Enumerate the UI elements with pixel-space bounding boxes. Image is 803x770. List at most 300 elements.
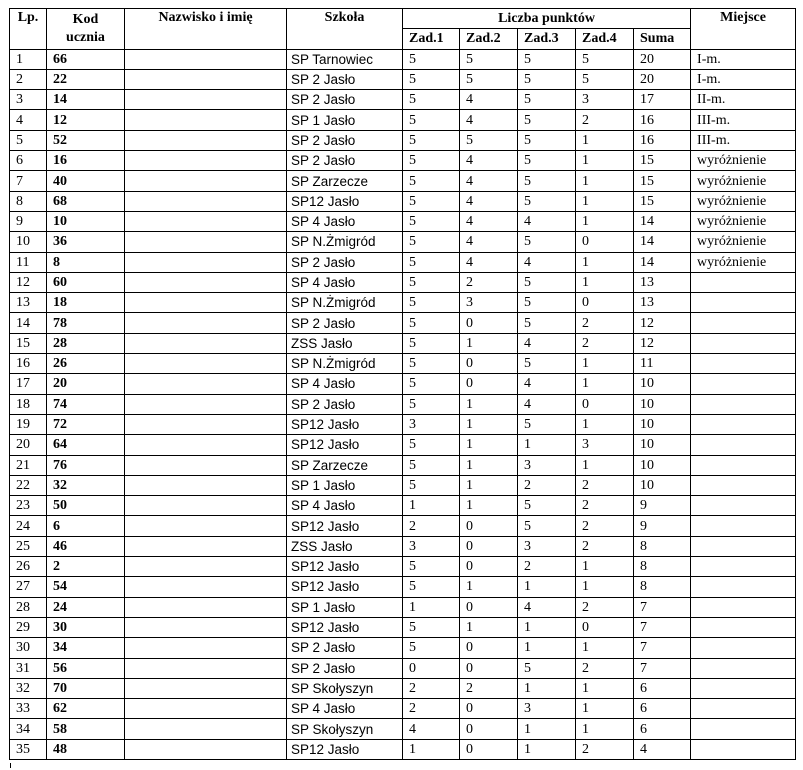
cell-zad3: 5 [518,49,576,69]
cell-zad4: 1 [576,211,634,231]
cell-name [125,293,287,313]
cell-zad3: 5 [518,354,576,374]
cell-zad1: 5 [403,191,460,211]
cell-zad2: 5 [460,69,518,89]
table-header [10,9,796,50]
cell-zad3: 3 [518,699,576,719]
cell-name [125,171,287,191]
table-row [10,69,796,89]
cell-zad1: 5 [403,293,460,313]
cell-zad3: 3 [518,455,576,475]
table-row [10,455,796,475]
cell-kod: 78 [47,313,125,333]
cell-zad4: 3 [576,90,634,110]
cell-zad4: 2 [576,516,634,536]
cell-zad4: 2 [576,333,634,353]
cell-zad2: 0 [460,374,518,394]
cell-zad3: 4 [518,333,576,353]
cell-miejsce [691,394,796,414]
cell-suma: 7 [634,617,691,637]
cell-miejsce: I-m. [691,69,796,89]
cell-lp: 1 [10,49,47,69]
cell-zad2: 0 [460,354,518,374]
cell-kod: 48 [47,739,125,759]
results-table [9,8,796,760]
cell-zad4: 2 [576,110,634,130]
cell-zad2: 0 [460,313,518,333]
cell-suma: 14 [634,252,691,272]
cell-miejsce [691,699,796,719]
cell-lp: 35 [10,739,47,759]
cell-name [125,374,287,394]
cell-zad2: 1 [460,496,518,516]
header-zad1: Zad.1 [403,29,460,49]
cell-zad4: 1 [576,354,634,374]
table-row [10,617,796,637]
cell-zad4: 1 [576,130,634,150]
cell-school: SP Tarnowiec [287,49,403,69]
cell-zad3: 5 [518,658,576,678]
header-liczba-punktow: Liczba punktów [403,9,691,29]
cell-kod: 2 [47,557,125,577]
cell-zad3: 4 [518,211,576,231]
cell-school: SP 4 Jasło [287,374,403,394]
cell-miejsce [691,455,796,475]
table-row [10,232,796,252]
cell-lp: 11 [10,252,47,272]
cell-kod: 74 [47,394,125,414]
cell-lp: 10 [10,232,47,252]
cell-lp: 31 [10,658,47,678]
cell-zad2: 0 [460,536,518,556]
cell-zad1: 3 [403,414,460,434]
cell-miejsce [691,435,796,455]
cell-kod: 20 [47,374,125,394]
cell-suma: 16 [634,130,691,150]
table-row [10,678,796,698]
cell-miejsce [691,313,796,333]
cell-zad4: 2 [576,658,634,678]
cell-zad2: 0 [460,557,518,577]
cell-school: SP12 Jasło [287,191,403,211]
cell-lp: 14 [10,313,47,333]
cell-school: SP 2 Jasło [287,394,403,414]
cell-zad4: 1 [576,678,634,698]
cell-name [125,90,287,110]
cell-school: SP12 Jasło [287,435,403,455]
table-row [10,414,796,434]
cell-kod: 34 [47,638,125,658]
cell-miejsce [691,475,796,495]
cell-name [125,313,287,333]
cell-miejsce: I-m. [691,49,796,69]
cell-miejsce [691,293,796,313]
cell-kod: 16 [47,151,125,171]
cell-zad1: 5 [403,374,460,394]
cell-lp: 12 [10,272,47,292]
table-row [10,719,796,739]
cell-miejsce [691,638,796,658]
cell-zad1: 5 [403,313,460,333]
table-row [10,374,796,394]
cell-lp: 34 [10,719,47,739]
table-row [10,191,796,211]
cell-lp: 20 [10,435,47,455]
cell-lp: 23 [10,496,47,516]
cell-miejsce [691,617,796,637]
cell-school: SP 2 Jasło [287,90,403,110]
cell-school: SP Skołyszyn [287,719,403,739]
cell-zad1: 5 [403,435,460,455]
cell-zad1: 5 [403,252,460,272]
header-kod [47,9,125,50]
cell-zad3: 2 [518,475,576,495]
cell-suma: 15 [634,171,691,191]
cell-kod: 8 [47,252,125,272]
cell-name [125,49,287,69]
cell-zad2: 1 [460,617,518,637]
cell-school: SP N.Żmigród [287,232,403,252]
cell-zad1: 1 [403,496,460,516]
cell-kod: 10 [47,211,125,231]
header-szkola: Szkoła [287,9,403,50]
cell-school: SP 1 Jasło [287,597,403,617]
cell-zad1: 5 [403,272,460,292]
table-row [10,699,796,719]
table-row [10,151,796,171]
cell-suma: 9 [634,496,691,516]
cell-name [125,577,287,597]
cell-suma: 7 [634,658,691,678]
cell-zad4: 1 [576,699,634,719]
cell-suma: 7 [634,597,691,617]
cell-lp: 15 [10,333,47,353]
cell-zad1: 5 [403,455,460,475]
cell-zad1: 5 [403,354,460,374]
table-body [10,49,796,759]
cell-miejsce: wyróżnienie [691,171,796,191]
cell-lp: 22 [10,475,47,495]
table-row [10,272,796,292]
cell-zad3: 5 [518,130,576,150]
cell-name [125,719,287,739]
cell-school: SP Zarzecze [287,455,403,475]
cell-miejsce [691,597,796,617]
cell-lp: 24 [10,516,47,536]
cell-suma: 13 [634,272,691,292]
cell-lp: 7 [10,171,47,191]
cell-school: SP12 Jasło [287,739,403,759]
cell-name [125,557,287,577]
cell-zad1: 5 [403,171,460,191]
cell-name [125,272,287,292]
cell-school: SP 4 Jasło [287,211,403,231]
cell-zad3: 1 [518,638,576,658]
table-row [10,252,796,272]
cell-lp: 30 [10,638,47,658]
cell-zad4: 1 [576,557,634,577]
cell-school: SP 2 Jasło [287,151,403,171]
cell-name [125,69,287,89]
cell-lp: 28 [10,597,47,617]
cell-name [125,455,287,475]
cell-zad4: 1 [576,171,634,191]
cell-zad2: 2 [460,272,518,292]
table-row [10,354,796,374]
cell-suma: 12 [634,313,691,333]
cell-lp: 21 [10,455,47,475]
cell-zad4: 2 [576,536,634,556]
cell-zad1: 2 [403,678,460,698]
cell-school: SP N.Żmigród [287,293,403,313]
cell-name [125,130,287,150]
cell-lp: 8 [10,191,47,211]
cell-zad3: 4 [518,374,576,394]
cell-zad4: 2 [576,739,634,759]
cell-kod: 46 [47,536,125,556]
cell-name [125,252,287,272]
cell-suma: 12 [634,333,691,353]
cell-kod: 12 [47,110,125,130]
cell-zad3: 4 [518,394,576,414]
cell-zad1: 3 [403,536,460,556]
cell-name [125,638,287,658]
cell-suma: 15 [634,191,691,211]
cell-zad1: 4 [403,719,460,739]
cell-school: SP 1 Jasło [287,110,403,130]
cell-zad3: 5 [518,110,576,130]
cell-kod: 24 [47,597,125,617]
cell-name [125,191,287,211]
cell-school: SP 4 Jasło [287,699,403,719]
cell-name [125,110,287,130]
cell-miejsce [691,333,796,353]
cell-zad2: 0 [460,739,518,759]
table-row [10,739,796,759]
cell-miejsce [691,719,796,739]
cell-name [125,739,287,759]
cell-miejsce [691,536,796,556]
cell-name [125,435,287,455]
cell-zad2: 4 [460,211,518,231]
cell-lp: 33 [10,699,47,719]
cell-zad3: 5 [518,171,576,191]
table-row [10,110,796,130]
cell-kod: 70 [47,678,125,698]
cell-lp: 26 [10,557,47,577]
cell-suma: 16 [634,110,691,130]
table-row [10,394,796,414]
cell-zad3: 2 [518,557,576,577]
cell-kod: 30 [47,617,125,637]
cell-zad1: 5 [403,110,460,130]
cell-school: ZSS Jasło [287,536,403,556]
cell-miejsce [691,354,796,374]
cell-zad1: 1 [403,597,460,617]
cell-kod: 66 [47,49,125,69]
cell-zad3: 5 [518,69,576,89]
cell-kod: 56 [47,658,125,678]
cell-zad1: 5 [403,151,460,171]
cell-kod: 40 [47,171,125,191]
header-kod-line1: Kod [72,11,99,27]
cell-name [125,496,287,516]
cell-name [125,414,287,434]
cell-zad1: 1 [403,739,460,759]
cell-lp: 18 [10,394,47,414]
cell-zad4: 1 [576,374,634,394]
cell-zad3: 1 [518,678,576,698]
cell-suma: 15 [634,151,691,171]
header-zad4: Zad.4 [576,29,634,49]
cell-zad4: 1 [576,719,634,739]
table-row [10,435,796,455]
cell-suma: 10 [634,435,691,455]
page-mark [10,763,11,768]
cell-zad2: 0 [460,658,518,678]
cell-kod: 32 [47,475,125,495]
cell-name [125,232,287,252]
cell-suma: 13 [634,293,691,313]
cell-zad3: 5 [518,191,576,211]
cell-zad3: 1 [518,617,576,637]
cell-school: SP12 Jasło [287,577,403,597]
cell-zad1: 5 [403,211,460,231]
table-row [10,638,796,658]
cell-zad2: 1 [460,414,518,434]
table-row [10,333,796,353]
cell-kod: 14 [47,90,125,110]
cell-name [125,617,287,637]
cell-zad4: 1 [576,151,634,171]
cell-name [125,394,287,414]
cell-school: SP 2 Jasło [287,638,403,658]
cell-zad2: 3 [460,293,518,313]
table-row [10,597,796,617]
cell-name [125,475,287,495]
cell-zad4: 1 [576,191,634,211]
cell-zad4: 0 [576,293,634,313]
cell-zad1: 0 [403,658,460,678]
cell-zad1: 5 [403,90,460,110]
cell-school: SP 2 Jasło [287,130,403,150]
cell-zad1: 2 [403,516,460,536]
cell-zad3: 5 [518,272,576,292]
cell-lp: 16 [10,354,47,374]
table-row [10,171,796,191]
cell-lp: 29 [10,617,47,637]
cell-zad4: 0 [576,232,634,252]
cell-school: SP12 Jasło [287,617,403,637]
cell-miejsce: wyróżnienie [691,211,796,231]
cell-zad4: 2 [576,496,634,516]
cell-suma: 10 [634,455,691,475]
cell-lp: 32 [10,678,47,698]
cell-miejsce [691,516,796,536]
table-row [10,577,796,597]
cell-suma: 20 [634,49,691,69]
cell-suma: 7 [634,638,691,658]
cell-lp: 3 [10,90,47,110]
cell-zad1: 5 [403,475,460,495]
table-row [10,557,796,577]
cell-school: ZSS Jasło [287,333,403,353]
cell-zad3: 5 [518,516,576,536]
cell-school: SP12 Jasło [287,414,403,434]
cell-name [125,516,287,536]
cell-zad3: 5 [518,313,576,333]
cell-kod: 76 [47,455,125,475]
cell-zad2: 4 [460,90,518,110]
cell-zad1: 5 [403,617,460,637]
cell-name [125,211,287,231]
cell-zad4: 5 [576,49,634,69]
cell-school: SP12 Jasło [287,516,403,536]
cell-miejsce [691,374,796,394]
cell-suma: 6 [634,719,691,739]
cell-miejsce: III-m. [691,110,796,130]
cell-zad2: 1 [460,577,518,597]
cell-zad3: 5 [518,90,576,110]
cell-kod: 72 [47,414,125,434]
cell-kod: 26 [47,354,125,374]
cell-kod: 50 [47,496,125,516]
cell-zad3: 5 [518,151,576,171]
cell-suma: 11 [634,354,691,374]
cell-miejsce [691,678,796,698]
cell-lp: 2 [10,69,47,89]
cell-miejsce: II-m. [691,90,796,110]
cell-miejsce: wyróżnienie [691,151,796,171]
cell-miejsce: III-m. [691,130,796,150]
cell-zad2: 5 [460,49,518,69]
cell-school: SP 2 Jasło [287,658,403,678]
cell-lp: 13 [10,293,47,313]
cell-lp: 27 [10,577,47,597]
cell-zad4: 2 [576,475,634,495]
cell-zad1: 5 [403,130,460,150]
table-row [10,313,796,333]
cell-miejsce [691,414,796,434]
cell-zad2: 0 [460,597,518,617]
cell-zad2: 1 [460,435,518,455]
table-row [10,293,796,313]
cell-school: SP 2 Jasło [287,252,403,272]
cell-miejsce [691,496,796,516]
cell-zad3: 3 [518,536,576,556]
cell-suma: 8 [634,536,691,556]
cell-zad2: 0 [460,638,518,658]
cell-name [125,699,287,719]
cell-zad3: 1 [518,719,576,739]
cell-zad2: 4 [460,232,518,252]
cell-suma: 10 [634,374,691,394]
cell-name [125,597,287,617]
cell-name [125,678,287,698]
cell-name [125,658,287,678]
cell-zad3: 1 [518,739,576,759]
cell-zad2: 0 [460,516,518,536]
cell-zad3: 5 [518,293,576,313]
cell-zad1: 5 [403,232,460,252]
table-row [10,90,796,110]
cell-school: SP 2 Jasło [287,313,403,333]
cell-lp: 5 [10,130,47,150]
cell-miejsce [691,658,796,678]
cell-suma: 17 [634,90,691,110]
cell-zad2: 4 [460,151,518,171]
cell-school: SP 1 Jasło [287,475,403,495]
